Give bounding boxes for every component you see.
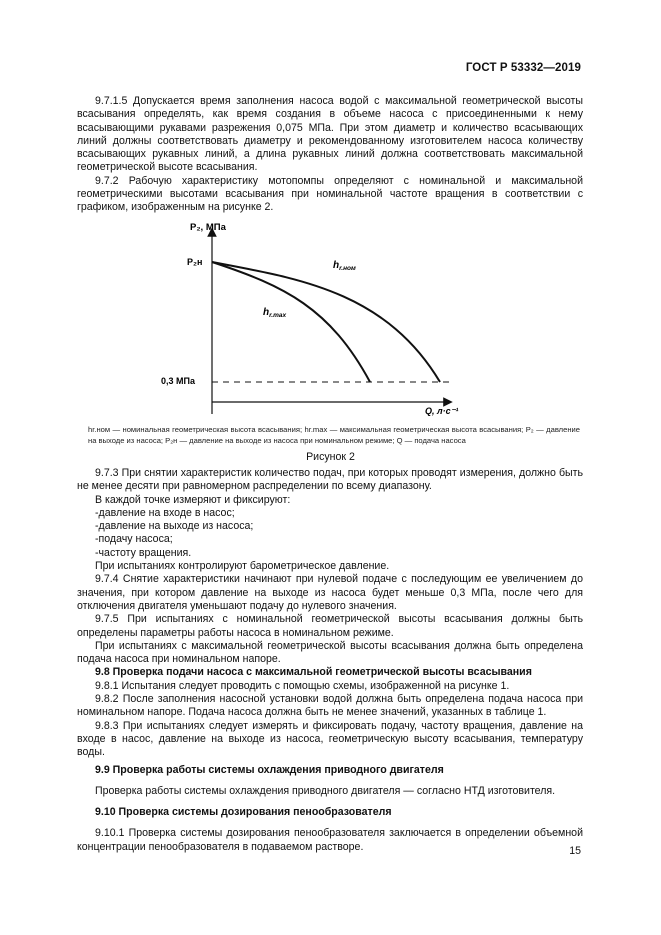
paragraph-9-7-3: 9.7.3 При снятии характеристик количество подач, при которых проводят измерения, должно быть не менее десяти при равномерном распределении по всему диапазону. bbox=[77, 467, 583, 493]
paragraph-9-7-3-b: В каждой точке измеряют и фиксируют: bbox=[95, 493, 291, 506]
section-heading-9-8: 9.8 Проверка подачи насоса с максимальной геометрической высоты всасывания bbox=[95, 666, 532, 679]
figure-caption: Рисунок 2 bbox=[306, 451, 355, 463]
paragraph-9-7-5: 9.7.5 При испытаниях с номинальной геометрической высоты всасывания должны быть определены параметры работы насоса в номинальном режиме. bbox=[77, 613, 583, 639]
list-item: -частоту вращения. bbox=[95, 546, 192, 559]
paragraph-9-7-4: 9.7.4 Снятие характеристики начинают при нулевой подаче с последующим ее увеличением до значения, при котором давление на выходе из насоса будет меньше 0,3 МПа, после чего для отключения двигателя уменьшают подачу до нулевого значения. bbox=[77, 573, 583, 612]
paragraph-9-8-3: 9.8.3 При испытаниях следует измерять и фиксировать подачу, частоту вращения, давление на входе в насос, давление на выходе из насоса, геометрическую высоту всасывания, температуру воды. bbox=[77, 719, 583, 759]
paragraph-9-8-2: 9.8.2 После заполнения насосной установки водой должна быть определена подача насоса при номинальном напоре. Подача насоса должна быть не менее значений, указанных в таблице 1. bbox=[77, 693, 583, 719]
series-label-h-r-nom: $h_{r.ном}$ bbox=[333, 260, 356, 272]
pump-characteristic-chart bbox=[155, 218, 459, 418]
paragraph-9-7-3-c: При испытаниях контролируют барометрическое давление. bbox=[95, 560, 390, 573]
x-axis-label: Q, л·с⁻¹ bbox=[425, 406, 459, 416]
list-item: -давление на выходе из насоса; bbox=[95, 520, 254, 533]
series-label-h-r-max: $h_{r.max}$ bbox=[263, 307, 287, 319]
page-number: 15 bbox=[569, 845, 581, 857]
top-text-block bbox=[77, 95, 583, 215]
section-heading-9-10: 9.10 Проверка системы дозирования пенообразователя bbox=[95, 806, 392, 819]
y-axis-label: P₂, МПа bbox=[190, 222, 226, 233]
figure-legend: hr.ном — номинальная геометрическая высота всасывания; hr.max — максимальная геометрическая высота всасывания; P₂ — давление на выходе из насоса; P₂н — давление на выходе из насоса при номинальном режиме; Q — подача насоса bbox=[88, 425, 580, 445]
paragraph-9-8-1: 9.8.1 Испытания следует проводить с помощью схемы, изображенной на рисунке 1. bbox=[95, 679, 510, 692]
document-header: ГОСТ Р 53332—2019 bbox=[465, 62, 581, 74]
y-tick-p2n: P₂н bbox=[187, 257, 203, 267]
paragraph-9-7-2: 9.7.2 Рабочую характеристику мотопомпы определяют с номинальной и максимальной геометрическими высотами всасывания при номинальной частоте вращения в соответствии с графиком, изображенным на рисунке 2. bbox=[77, 174, 583, 214]
section-heading-9-9: 9.9 Проверка работы системы охлаждения приводного двигателя bbox=[95, 763, 444, 776]
list-item: -подачу насоса; bbox=[95, 533, 173, 546]
paragraph-9-9: Проверка работы системы охлаждения приводного двигателя — согласно НТД изготовителя. bbox=[95, 784, 556, 797]
paragraph-9-7-1-5: 9.7.1.5 Допускается время заполнения насоса водой с максимальной геометрической высоты всасывания определять, как время создания в объеме насоса с присоединенными к нему всасывающими рукавами разрежения 0,075 МПа. При этом диаметр и количество всасывающих линий должны соответствовать диаметру и рекомендованному изготовителем насоса количеству всасывающих рукавных линий, а длина рукавных линий должна соответствовать максимальной геометрической высоте всасывания. bbox=[77, 95, 583, 174]
series-line-h-r-max bbox=[212, 262, 370, 382]
paragraph-9-7-5-b: При испытаниях с максимальной геометрической высоты всасывания должна быть определена подача насоса при номинальном напоре. bbox=[77, 639, 583, 666]
main-text-block bbox=[77, 467, 583, 854]
y-tick-0-3: 0,3 МПа bbox=[161, 376, 195, 386]
list-item: -давление на входе в насос; bbox=[95, 506, 235, 519]
paragraph-9-10-1: 9.10.1 Проверка системы дозирования пенообразователя заключается в определении объемной концентрации пенообразователя в подаваемом растворе. bbox=[77, 827, 583, 853]
